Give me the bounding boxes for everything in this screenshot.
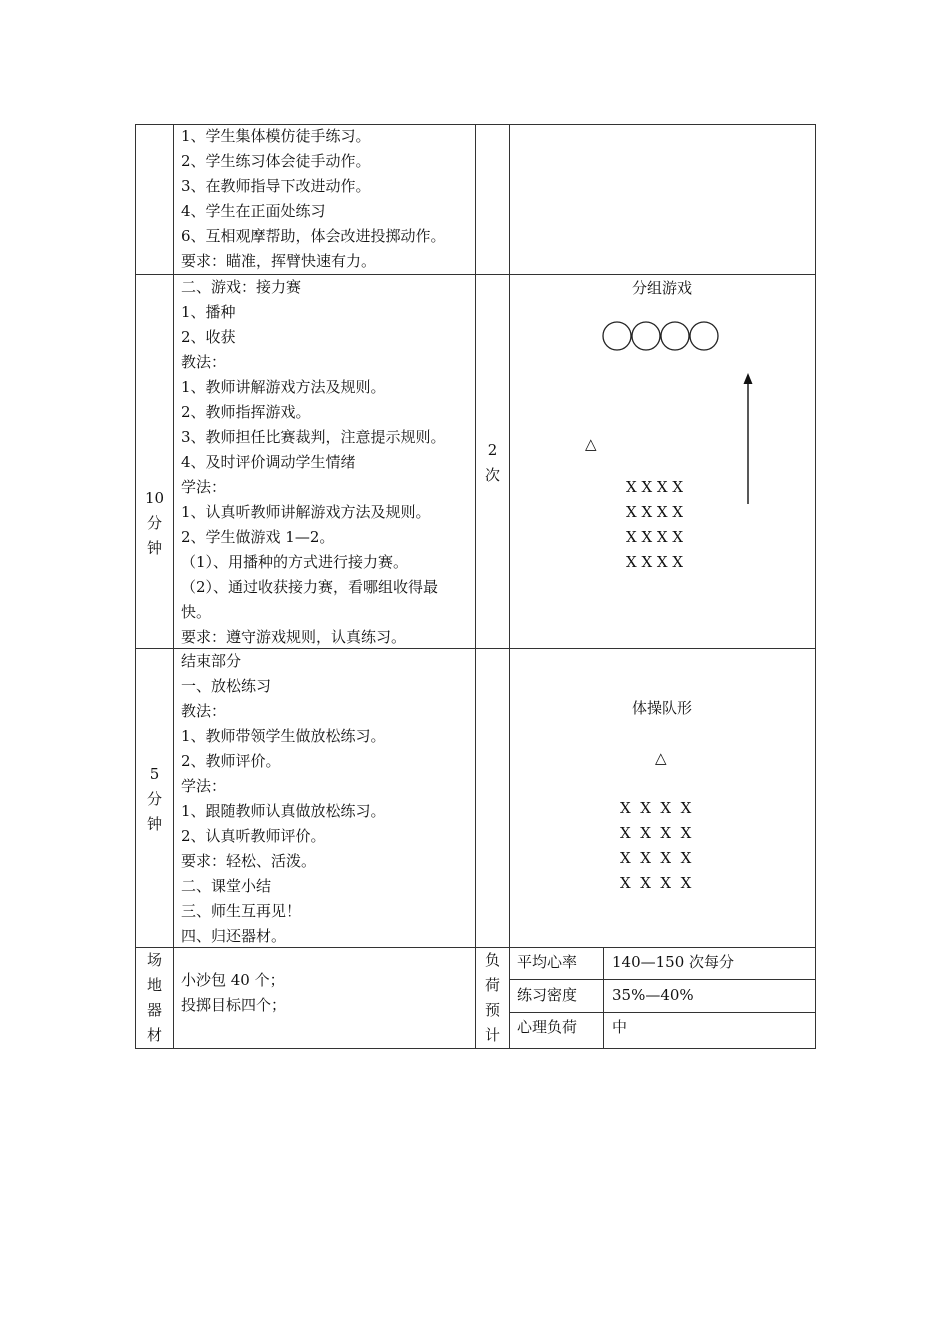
section2-line: （2）、通过收获接力赛，看哪组收得最 (181, 578, 439, 596)
section2-line: 4、及时评价调动学生情绪 (181, 453, 356, 471)
metric-value-density: 35%—40% (612, 986, 694, 1004)
equipment-item: 小沙包 40 个； (181, 971, 285, 989)
metric-value-mental-load: 中 (612, 1018, 628, 1036)
time-unit-1: 分 (146, 790, 162, 808)
section2-line: （1）、用播种的方式进行接力赛。 (181, 553, 409, 571)
load-label-char: 负 (484, 951, 500, 969)
times-value: 2 (487, 441, 498, 459)
equipment-item: 投掷目标四个； (181, 996, 287, 1014)
section1-line: 要求：瞄准，挥臂快速有力。 (181, 252, 377, 270)
target-circle-1 (603, 322, 631, 350)
diagram-title: 体操队形 (631, 699, 692, 717)
metrics-col-divider (603, 947, 604, 1049)
section3-line: 二、课堂小结 (181, 877, 272, 895)
target-circle-3 (661, 322, 689, 350)
student-row: X X X X (626, 478, 684, 496)
col-divider-time (173, 124, 174, 1049)
table-border-left (135, 124, 136, 1049)
section2-line: 1、播种 (181, 303, 236, 321)
time-unit-1: 分 (146, 514, 162, 532)
section2-line: 1、教师讲解游戏方法及规则。 (181, 378, 386, 396)
section3-line: 2、认真听教师评价。 (181, 827, 326, 845)
venue-label-char: 地 (146, 976, 162, 994)
venue-label-char: 材 (146, 1026, 162, 1044)
target-circles (600, 320, 724, 352)
target-circle-2 (632, 322, 660, 350)
section1-line: 1、学生集体模仿徒手练习。 (181, 127, 371, 145)
section3-line: 要求：轻松、活泼。 (181, 852, 317, 870)
student-row: X X X X (626, 553, 684, 571)
diagram-title: 分组游戏 (631, 279, 692, 297)
times-unit: 次 (484, 466, 500, 484)
section3-line: 结束部分 (181, 652, 242, 670)
teacher-marker: △ (585, 435, 597, 453)
load-label-char: 计 (484, 1026, 500, 1044)
section1-line: 4、学生在正面处练习 (181, 202, 326, 220)
student-row: X X X X (620, 824, 692, 842)
section2-times (476, 438, 509, 488)
load-estimate-label (476, 948, 509, 1048)
metrics-divider-1 (509, 979, 816, 980)
section2-line: 2、学生做游戏 1—2。 (181, 528, 335, 546)
section3-line: 1、教师带领学生做放松练习。 (181, 727, 386, 745)
time-unit-2: 钟 (146, 539, 162, 557)
section3-line: 2、教师评价。 (181, 752, 281, 770)
time-value: 10 (144, 489, 165, 507)
section2-time (136, 486, 173, 561)
venue-label-char: 器 (146, 1001, 162, 1019)
load-label-char: 预 (484, 1001, 500, 1019)
student-row: X X X X (620, 874, 692, 892)
section2-line: 要求：遵守游戏规则，认真练习。 (181, 628, 407, 646)
col-divider-times (509, 124, 510, 1049)
student-row: X X X X (620, 849, 692, 867)
section2-line: 2、收获 (181, 328, 236, 346)
section3-line: 三、师生互再见！ (181, 902, 302, 920)
section2-line: 学法： (181, 478, 227, 496)
section1-line: 6、互相观摩帮助，体会改进投掷动作。 (181, 227, 446, 245)
direction-arrow-icon (738, 372, 758, 506)
section3-line: 1、跟随教师认真做放松练习。 (181, 802, 386, 820)
section3-time (136, 762, 173, 837)
student-row: X X X X (626, 503, 684, 521)
section3-line: 四、归还器材。 (181, 927, 287, 945)
student-row: X X X X (626, 528, 684, 546)
metric-label-heart-rate: 平均心率 (517, 953, 578, 971)
section2-line: 1、认真听教师讲解游戏方法及规则。 (181, 503, 431, 521)
col-divider-content (475, 124, 476, 1049)
metric-label-mental-load: 心理负荷 (517, 1018, 578, 1036)
metric-label-density: 练习密度 (517, 986, 578, 1004)
section2-line: 快。 (181, 603, 212, 621)
section2-line: 教法： (181, 353, 227, 371)
section2-line: 二、游戏：接力赛 (181, 278, 302, 296)
section2-line: 3、教师担任比赛裁判，注意提示规则。 (181, 428, 446, 446)
section3-line: 教法： (181, 702, 227, 720)
load-label-char: 荷 (484, 976, 500, 994)
section3-line: 学法： (181, 777, 227, 795)
target-circle-4 (690, 322, 718, 350)
section1-line: 3、在教师指导下改进动作。 (181, 177, 371, 195)
teacher-marker: △ (655, 749, 667, 767)
metric-value-heart-rate: 140—150 次每分 (612, 953, 735, 971)
student-row: X X X X (620, 799, 692, 817)
metrics-divider-2 (509, 1012, 816, 1013)
section1-line: 2、学生练习体会徒手动作。 (181, 152, 371, 170)
venue-label-char: 场 (146, 951, 162, 969)
time-value: 5 (149, 765, 160, 783)
section2-line: 2、教师指挥游戏。 (181, 403, 311, 421)
time-unit-2: 钟 (146, 815, 162, 833)
table-border-right (815, 124, 816, 1049)
section3-line: 一、放松练习 (181, 677, 272, 695)
venue-equipment-label (136, 948, 173, 1048)
